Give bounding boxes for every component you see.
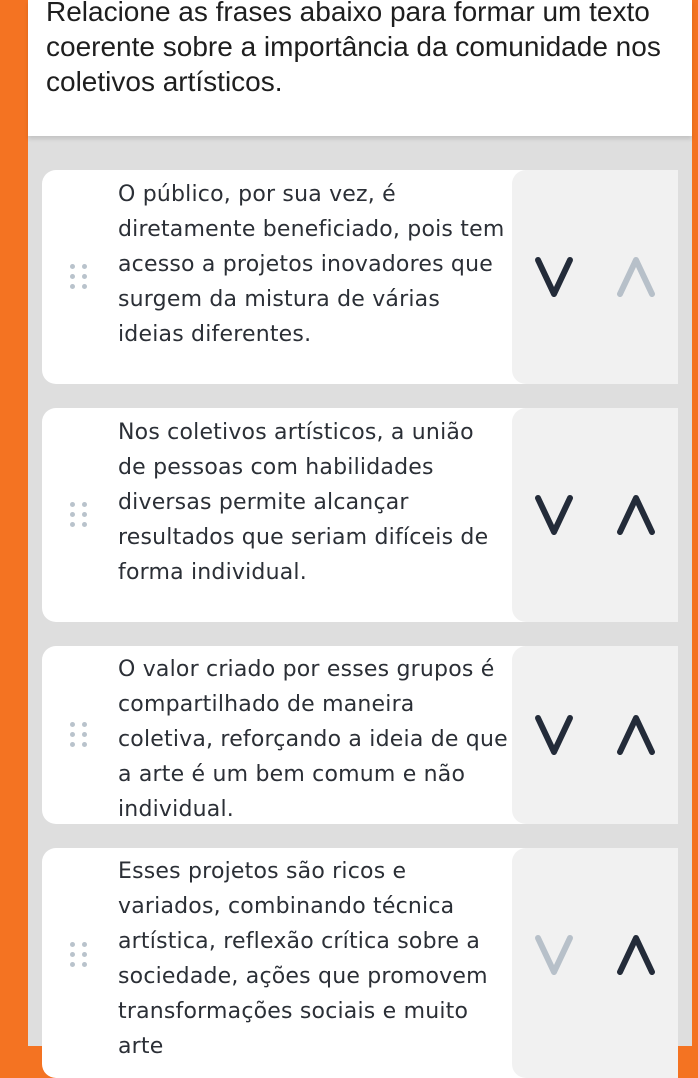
sentence-card[interactable] <box>42 646 678 824</box>
reorder-controls <box>512 646 678 824</box>
sentence-text: Nos coletivos artísticos, a união de pessoas com habilidades diversas permite alcançar resultados que seriam difíceis de forma individual. <box>118 420 489 585</box>
reorder-controls <box>512 170 678 384</box>
sentence-card[interactable] <box>42 408 678 622</box>
move-down-button[interactable] <box>532 490 576 540</box>
sentence-card[interactable] <box>42 170 678 384</box>
sentence-text: O valor criado por esses grupos é compartilhado de maneira coletiva, reforçando a ideia de que a arte é um bem comum e não individual. <box>118 657 508 822</box>
move-up-button[interactable] <box>614 710 658 760</box>
drag-handle-icon[interactable] <box>70 722 90 748</box>
move-up-button[interactable] <box>614 490 658 540</box>
chevron-down-icon <box>532 930 576 980</box>
chevron-up-icon <box>614 710 658 760</box>
drag-handle-icon[interactable] <box>70 942 90 968</box>
move-up-button[interactable] <box>614 252 658 302</box>
prompt-text: Relacione as frases abaixo para formar um texto coerente sobre a importância da comunidade nos coletivos artísticos. <box>46 0 661 97</box>
move-down-button[interactable] <box>532 252 576 302</box>
chevron-down-icon <box>532 710 576 760</box>
frame-border <box>692 0 698 1055</box>
chevron-down-icon <box>532 252 576 302</box>
chevron-up-icon <box>614 252 658 302</box>
reorder-controls <box>512 848 678 1078</box>
reorder-controls <box>512 408 678 622</box>
chevron-up-icon <box>614 490 658 540</box>
chevron-up-icon <box>614 930 658 980</box>
exercise-screen <box>28 0 692 1059</box>
move-down-button[interactable] <box>532 710 576 760</box>
sentence-text: Esses projetos são ricos e variados, combinando técnica artística, reflexão crítica sobre a sociedade, ações que promovem transformações sociais e muito arte <box>118 859 488 1059</box>
drag-handle-icon[interactable] <box>70 502 90 528</box>
chevron-down-icon <box>532 490 576 540</box>
prompt-header <box>28 0 692 136</box>
sentence-text: O público, por sua vez, é diretamente beneficiado, pois tem acesso a projetos inovadores que surgem da mistura de várias ideias diferentes. <box>118 182 505 347</box>
sentence-card[interactable] <box>42 848 678 1078</box>
move-down-button[interactable] <box>532 930 576 980</box>
drag-handle-icon[interactable] <box>70 264 90 290</box>
move-up-button[interactable] <box>614 930 658 980</box>
